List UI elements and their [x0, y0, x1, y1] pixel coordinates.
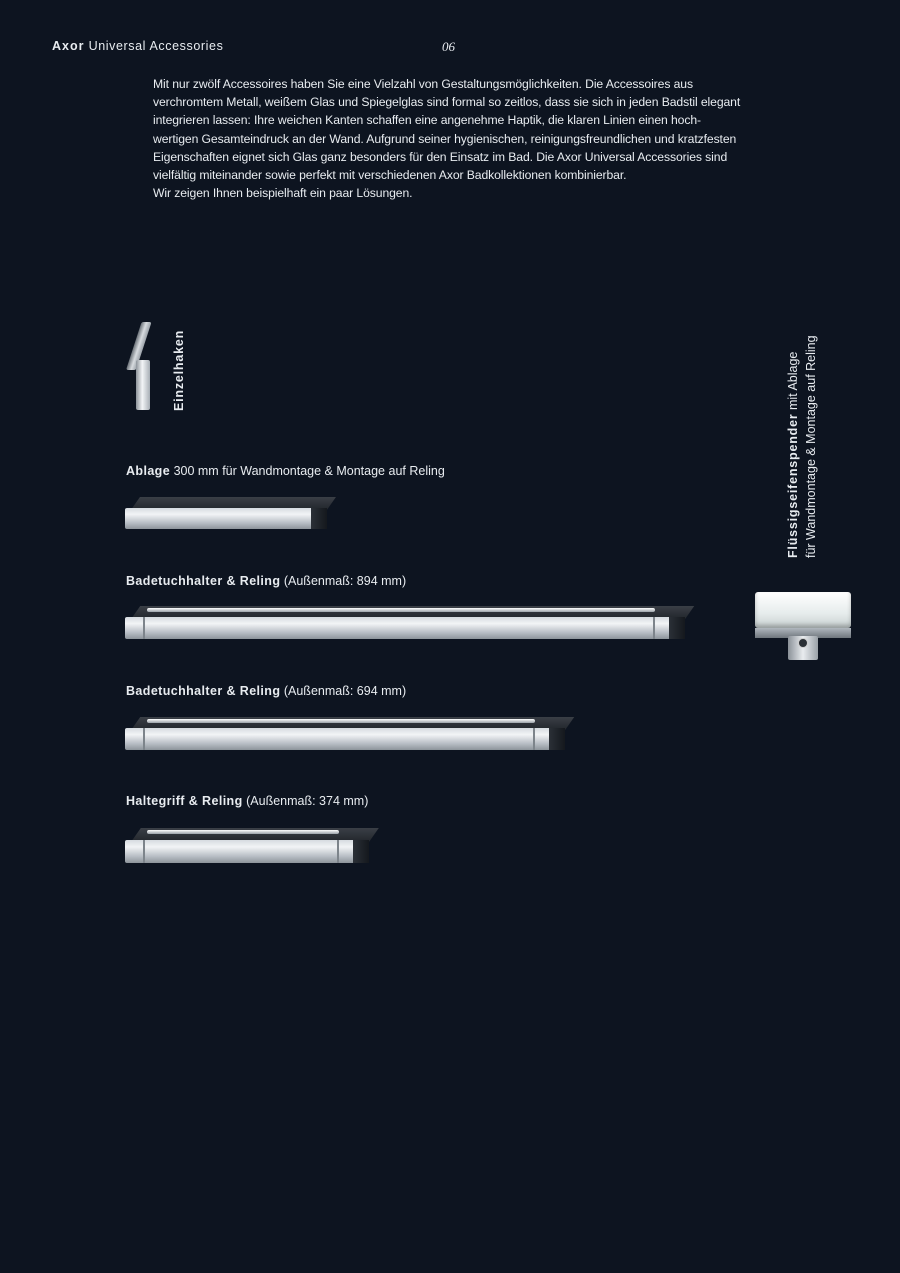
intro-line: Mit nur zwölf Accessoires haben Sie eine Vielzahl von Gestaltungsmöglichkeiten. Die Accessoires aus [153, 77, 693, 91]
brand-name: Axor [52, 39, 85, 53]
intro-line: Wir zeigen Ihnen beispielhaft ein paar Lösungen. [153, 186, 413, 201]
dispenser-label [784, 335, 820, 558]
hook-stem [136, 360, 150, 410]
grip-374-joint [337, 840, 339, 863]
dispenser-label-line1 [784, 335, 802, 558]
hook-image [126, 320, 152, 412]
towel-894-name: Badetuchhalter & Reling [126, 574, 281, 588]
shelf-detail: 300 mm für Wandmontage & Montage auf Reling [173, 464, 445, 478]
grip-374-endcap [353, 840, 369, 863]
towel-894-face [125, 617, 671, 639]
shelf-face [125, 508, 313, 529]
grip-374-detail: (Außenmaß: 374 mm) [246, 794, 369, 808]
towel-694-name: Badetuchhalter & Reling [126, 684, 281, 698]
towel-894-image [125, 606, 685, 639]
shelf-endcap [311, 508, 327, 529]
towel-694-image [125, 717, 565, 750]
towel-694-endcap [549, 728, 565, 750]
intro-line: vielfältig miteinander sowie perfekt mit verschiedenen Axor Badkollektionen kombinierbar. [153, 168, 627, 183]
intro-text [153, 75, 753, 202]
grip-374-joint [143, 840, 145, 863]
towel-894-joint [653, 617, 655, 639]
intro-line: integrieren lassen: Ihre weichen Kanten schaffen eine angenehme Haptik, die klaren Linien einen hoch- [153, 113, 701, 128]
intro-line: Eigenschaften eignet sich Glas ganz besonders für den Einsatz im Bad. Die Axor Universal Accessories sind [153, 149, 728, 164]
shelf-image [125, 497, 327, 529]
grip-374-label [126, 794, 368, 808]
dispenser-glass [755, 592, 851, 628]
towel-694-joint [143, 728, 145, 750]
shelf-label [126, 464, 445, 478]
grip-374-rail [147, 830, 339, 834]
page-number: 06 [442, 39, 455, 54]
intro-line: verchromtem Metall, weißem Glas und Spiegelglas sind formal so zeitlos, dass sie sich in jeden Badstil elegant [153, 95, 741, 110]
brand-subtitle: Universal Accessories [88, 39, 224, 53]
grip-374-face [125, 840, 355, 863]
towel-694-joint [533, 728, 535, 750]
grip-374-image [125, 828, 369, 863]
intro-line: wertigen Gesamteindruck an der Wand. Aufgrund seiner hygienischen, reinigungsfreundlichen und kratzfesten [153, 131, 737, 146]
hook-name: Einzelhaken [172, 329, 186, 411]
header-brand [52, 39, 223, 53]
towel-694-detail: (Außenmaß: 694 mm) [283, 684, 407, 698]
towel-694-rail [147, 719, 535, 723]
shelf-name: Ablage [126, 464, 171, 478]
dispenser-detail1: mit Ablage [786, 351, 800, 410]
dispenser-image [755, 590, 851, 662]
towel-694-face [125, 728, 551, 750]
towel-894-detail: (Außenmaß: 894 mm) [283, 574, 407, 588]
dispenser-name: Flüssigseifenspender [786, 413, 800, 558]
towel-894-rail [147, 608, 655, 612]
grip-374-name: Haltegriff & Reling [126, 794, 243, 808]
towel-894-label [126, 574, 406, 588]
dispenser-detail2: für Wandmontage & Montage auf Reling [804, 335, 818, 558]
hook-label [172, 330, 186, 411]
towel-894-endcap [669, 617, 685, 639]
towel-894-joint [143, 617, 145, 639]
dispenser-pump [788, 636, 818, 660]
towel-694-label [126, 684, 406, 698]
